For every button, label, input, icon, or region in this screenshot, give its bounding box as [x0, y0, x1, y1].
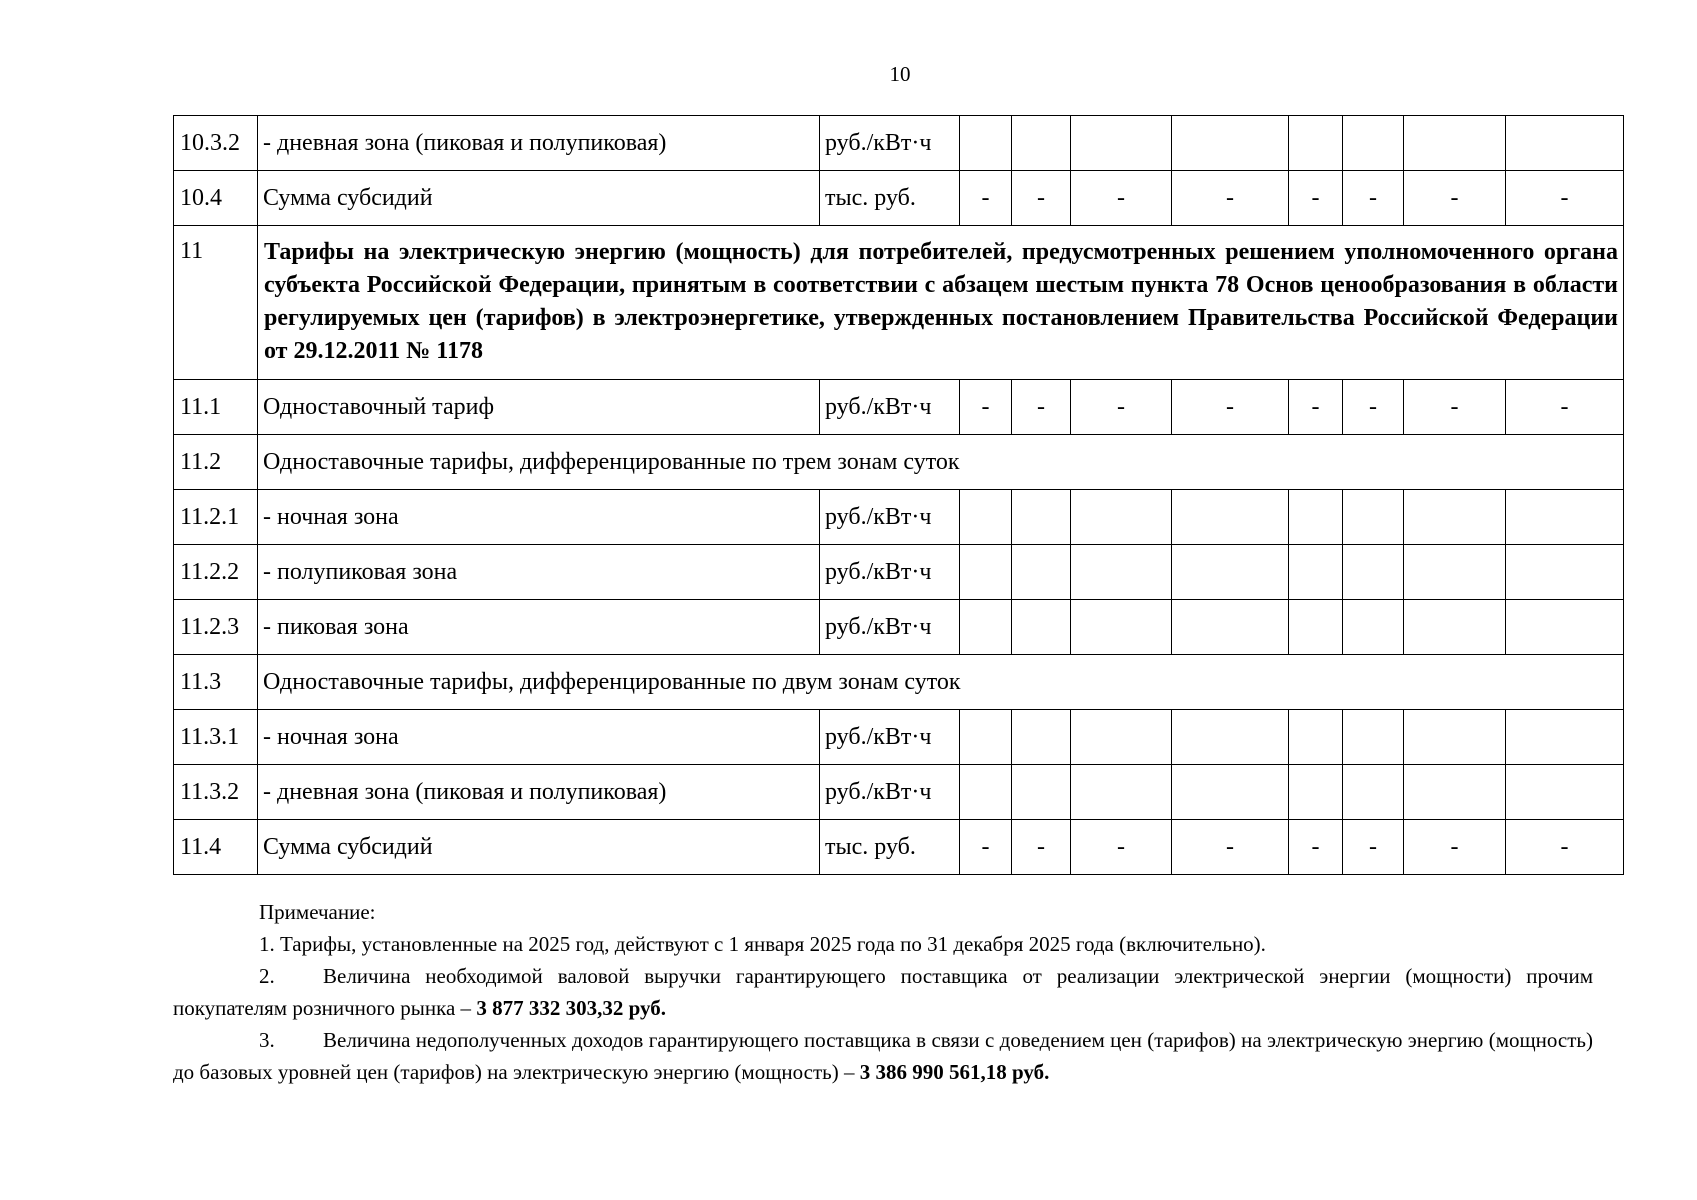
value-cell: -	[1343, 171, 1404, 226]
value-cell	[1404, 765, 1506, 820]
table-row	[174, 820, 1624, 875]
value-cell: -	[1172, 820, 1289, 875]
value-cell	[1404, 600, 1506, 655]
value-cell	[1071, 545, 1172, 600]
value-cell: -	[1289, 380, 1343, 435]
page-number: 10	[889, 62, 911, 86]
value-cell	[1343, 600, 1404, 655]
table-row	[174, 655, 1624, 710]
row-unit: руб./кВт·ч	[820, 116, 960, 171]
value-cell	[960, 765, 1012, 820]
row-unit: руб./кВт·ч	[820, 600, 960, 655]
row-name: - полупиковая зона	[258, 545, 820, 600]
row-name: - ночная зона	[258, 710, 820, 765]
table-row	[174, 545, 1624, 600]
value-cell: -	[1071, 171, 1172, 226]
value-cell: -	[1506, 380, 1624, 435]
section-title: Тарифы на электрическую энергию (мощность) для потребителей, предусмотренных решением уполномоченного органа субъекта Российской Федерации, принятым в соответствии с абзацем шестым пункта 78 Основ ценообразования в области регулируемых цен (тарифов) в электроэнергетике, утвержденных постановлением Правительства Российской Федерации от 29.12.2011 № 1178	[258, 226, 1624, 380]
group-title: Одноставочные тарифы, дифференцированные по трем зонам суток	[258, 435, 1624, 490]
value-cell: -	[1404, 171, 1506, 226]
value-cell	[1343, 710, 1404, 765]
row-number: 11	[174, 226, 258, 380]
value-cell	[1404, 116, 1506, 171]
row-number: 11.3.2	[174, 765, 258, 820]
value-cell	[1404, 710, 1506, 765]
row-unit: руб./кВт·ч	[820, 490, 960, 545]
table-row	[174, 435, 1624, 490]
row-name: Сумма субсидий	[258, 820, 820, 875]
notes-section	[173, 896, 1593, 1088]
value-cell	[1343, 765, 1404, 820]
value-cell	[1012, 710, 1071, 765]
value-cell: -	[1012, 380, 1071, 435]
value-cell	[1172, 600, 1289, 655]
note-item-2	[173, 960, 1593, 1024]
value-cell	[960, 545, 1012, 600]
row-number: 11.2.3	[174, 600, 258, 655]
value-cell: -	[1172, 171, 1289, 226]
row-name: Сумма субсидий	[258, 171, 820, 226]
value-cell	[1289, 545, 1343, 600]
value-cell	[1506, 116, 1624, 171]
note-item-2-label: 2.	[259, 964, 275, 988]
row-number: 11.2.2	[174, 545, 258, 600]
row-unit: тыс. руб.	[820, 820, 960, 875]
value-cell	[960, 490, 1012, 545]
row-name: - дневная зона (пиковая и полупиковая)	[258, 765, 820, 820]
value-cell	[960, 600, 1012, 655]
value-cell: -	[960, 171, 1012, 226]
value-cell	[1071, 765, 1172, 820]
value-cell	[1071, 490, 1172, 545]
notes-heading: Примечание:	[259, 900, 376, 924]
value-cell: -	[1289, 171, 1343, 226]
table-row	[174, 226, 1624, 380]
table-row	[174, 765, 1624, 820]
value-cell: -	[1289, 820, 1343, 875]
note-item-3-text: Величина недополученных доходов гарантирующего поставщика в связи с доведением цен (тарифов) на электрическую энергию (мощность) до базовых уровней цен (тарифов) на электрическую энергию (мощность) –	[173, 1028, 1593, 1084]
row-unit: руб./кВт·ч	[820, 380, 960, 435]
value-cell	[1404, 545, 1506, 600]
row-name: - ночная зона	[258, 490, 820, 545]
value-cell	[1172, 545, 1289, 600]
row-name: Одноставочный тариф	[258, 380, 820, 435]
row-number: 10.3.2	[174, 116, 258, 171]
value-cell: -	[1012, 171, 1071, 226]
note-item-1: 1. Тарифы, установленные на 2025 год, действуют с 1 января 2025 года по 31 декабря 2025 года (включительно).	[259, 932, 1266, 956]
value-cell	[960, 116, 1012, 171]
value-cell	[1012, 116, 1071, 171]
value-cell	[1506, 545, 1624, 600]
row-unit: руб./кВт·ч	[820, 765, 960, 820]
value-cell	[1343, 545, 1404, 600]
table-row	[174, 600, 1624, 655]
value-cell: -	[960, 380, 1012, 435]
value-cell	[1071, 600, 1172, 655]
note-item-2-value: 3 877 332 303,32 руб.	[476, 996, 666, 1020]
row-unit: руб./кВт·ч	[820, 710, 960, 765]
value-cell: -	[1071, 380, 1172, 435]
table-body	[174, 116, 1624, 875]
value-cell	[1506, 765, 1624, 820]
row-number: 11.4	[174, 820, 258, 875]
value-cell	[1506, 710, 1624, 765]
value-cell	[1343, 490, 1404, 545]
table-row	[174, 171, 1624, 226]
value-cell: -	[1071, 820, 1172, 875]
value-cell	[1012, 490, 1071, 545]
value-cell: -	[960, 820, 1012, 875]
value-cell	[1506, 600, 1624, 655]
value-cell: -	[1172, 380, 1289, 435]
value-cell	[1506, 490, 1624, 545]
row-number: 11.3	[174, 655, 258, 710]
value-cell	[1289, 710, 1343, 765]
row-name: - дневная зона (пиковая и полупиковая)	[258, 116, 820, 171]
table-row	[174, 710, 1624, 765]
table-row	[174, 490, 1624, 545]
value-cell: -	[1506, 171, 1624, 226]
value-cell: -	[1012, 820, 1071, 875]
value-cell	[1172, 710, 1289, 765]
value-cell	[1289, 490, 1343, 545]
value-cell	[1172, 765, 1289, 820]
value-cell: -	[1343, 820, 1404, 875]
value-cell	[1071, 116, 1172, 171]
row-unit: руб./кВт·ч	[820, 545, 960, 600]
row-number: 10.4	[174, 171, 258, 226]
row-number: 11.2	[174, 435, 258, 490]
table-row	[174, 380, 1624, 435]
value-cell: -	[1404, 820, 1506, 875]
row-number: 11.2.1	[174, 490, 258, 545]
value-cell	[1289, 116, 1343, 171]
note-item-2-text: Величина необходимой валовой выручки гарантирующего поставщика от реализации электрической энергии (мощности) прочим покупателям розничного рынка –	[173, 964, 1593, 1020]
tariff-table	[173, 115, 1624, 875]
value-cell	[1172, 116, 1289, 171]
value-cell	[1343, 116, 1404, 171]
note-item-3-value: 3 386 990 561,18 руб.	[859, 1060, 1050, 1084]
row-name: - пиковая зона	[258, 600, 820, 655]
value-cell: -	[1506, 820, 1624, 875]
value-cell	[1404, 490, 1506, 545]
row-unit: тыс. руб.	[820, 171, 960, 226]
value-cell: -	[1343, 380, 1404, 435]
note-item-3-label: 3.	[259, 1028, 275, 1052]
value-cell	[1289, 600, 1343, 655]
value-cell	[1012, 545, 1071, 600]
group-title: Одноставочные тарифы, дифференцированные по двум зонам суток	[258, 655, 1624, 710]
value-cell	[1289, 765, 1343, 820]
value-cell	[1172, 490, 1289, 545]
row-number: 11.3.1	[174, 710, 258, 765]
row-number: 11.1	[174, 380, 258, 435]
table-row	[174, 116, 1624, 171]
value-cell	[1071, 710, 1172, 765]
value-cell	[1012, 600, 1071, 655]
value-cell	[960, 710, 1012, 765]
value-cell	[1012, 765, 1071, 820]
note-item-3	[173, 1024, 1593, 1088]
value-cell: -	[1404, 380, 1506, 435]
